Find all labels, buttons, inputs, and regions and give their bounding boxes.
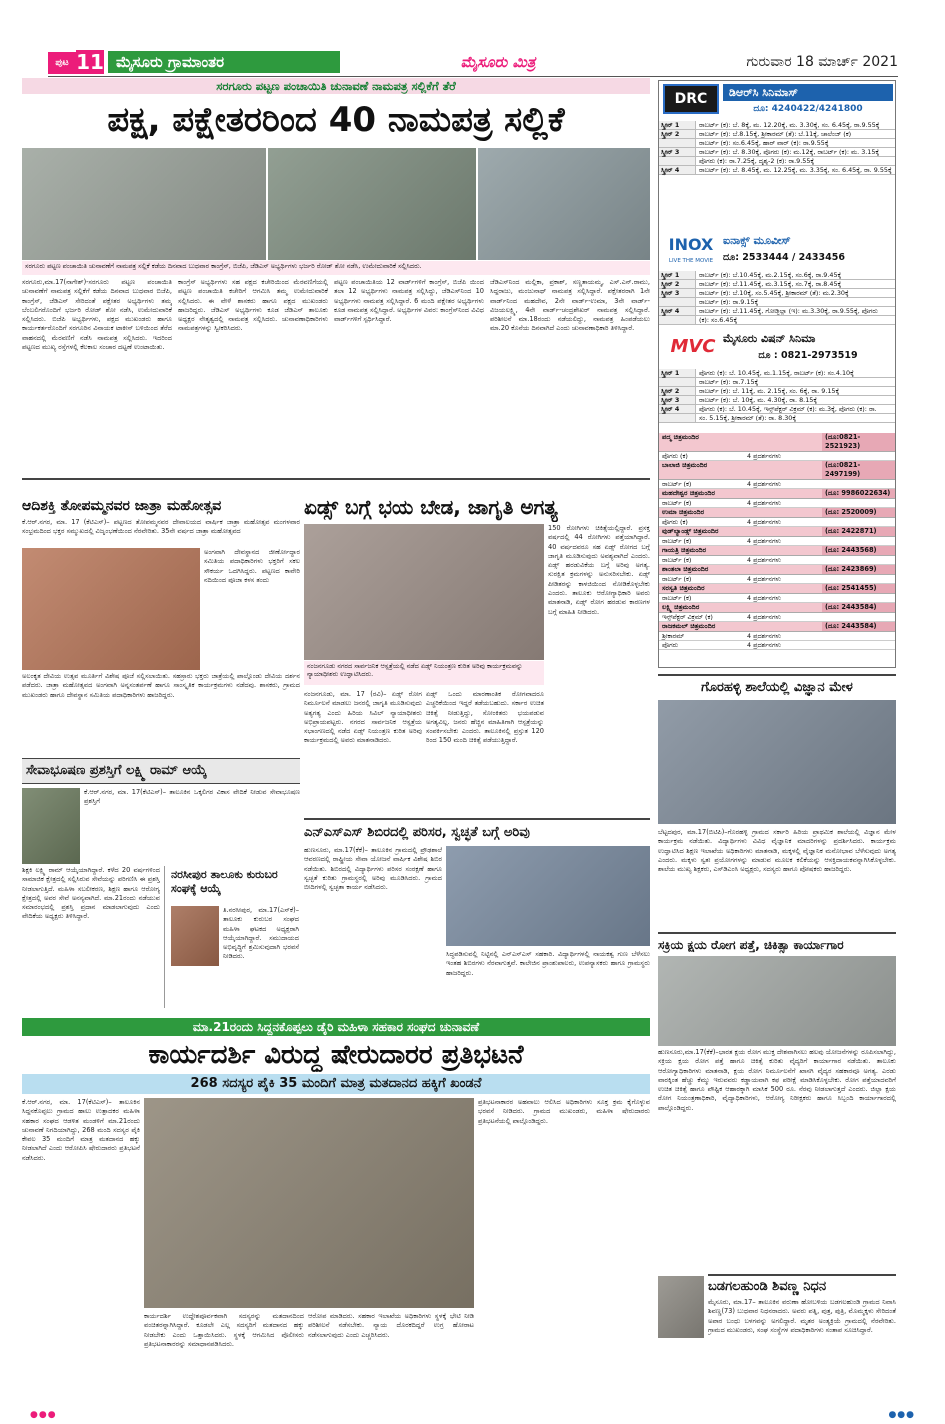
screen-name: ಸ್ಕ್ರೀನ್ 3	[659, 396, 696, 404]
theatre-header	[659, 584, 895, 594]
theatre-movie-row	[659, 452, 895, 461]
screen-name: ಸ್ಕ್ರೀನ್ 3	[659, 289, 696, 297]
science-photo	[658, 700, 896, 824]
nss-col-1: ಹುಣಸೂರು, ಮಾ.17(ಕೆಕೆ)– ತಾಲೂಕಿನ ಗ್ರಾಮದಲ್ಲಿ ಪ್ರೌಢಶಾಲೆ ಆವರಣದಲ್ಲಿ ರಾಷ್ಟ್ರೀಯ ಸೇವಾ ಯೋಜನೆ ವಾರ್ಷಿಕ ವಿಶೇಷ ಶಿಬಿರ ನಡೆಯಿತು. ಶಿಬಿರದಲ್ಲಿ ವಿದ್ಯಾರ್ಥಿಗಳು ಪರಿಸರ ಸಂರಕ್ಷಣೆ ಹಾಗೂ ಸ್ವಚ್ಛತೆ ಕುರಿತು ಗ್ರಾಮಸ್ಥರಲ್ಲಿ ಅರಿವು ಮೂಡಿಸಿದರು. ಗ್ರಾಮದ ಬೀದಿಗಳಲ್ಲಿ ಸ್ವಚ್ಛತಾ ಕಾರ್ಯ ನಡೆಸಿದರು.	[304, 846, 442, 892]
obit-portrait	[658, 1276, 704, 1338]
drc-phone: ದೂ: 4240422/4241800	[753, 104, 863, 114]
movie-shows: 4 ಪ್ರದರ್ಶನಗಳು	[747, 537, 781, 545]
screen-name: ಸ್ಕ್ರೀನ್ 4	[659, 307, 696, 315]
theatre-movie-row	[659, 499, 895, 508]
kuruba-box	[164, 866, 301, 1008]
movie-title: ಪೊಗರು	[662, 641, 679, 649]
section-name: ಮೈಸೂರು ಗ್ರಾಮಾಂತರ	[108, 51, 340, 73]
screen-row	[659, 121, 895, 130]
lead-headline: ಪಕ್ಷ, ಪಕ್ಷೇತರರಿಂದ 40 ನಾಮಪತ್ರ ಸಲ್ಲಿಕೆ	[107, 100, 565, 140]
theatre-phone: (ದೂ: 2443584)	[822, 622, 895, 631]
lead-photo-caption: ಸರಗೂರು ಪಟ್ಟಣ ಪಂಚಾಯಿತಿ ಚುನಾವಣೆಗೆ ನಾಮಪತ್ರ ಸಲ್ಲಿಕೆ ಕಡೆಯ ದಿನವಾದ ಬುಧವಾರ ಕಾಂಗ್ರೆಸ್, ಬಿಜೆಪಿ, ಜೆಡಿಎಸ್ ಅಭ್ಯರ್ಥಿಗಳು ಭರ್ಜರಿ ರೋಡ್ ಶೋ ನಡೆಸಿ, ಉಮೇದುವಾರಿಕೆ ಸಲ್ಲಿಸಿದರು.	[22, 261, 650, 275]
screen-showtimes: ರಾಬರ್ಟ್ (ಕ): ಬೆ.10.45ಕ್ಕೆ, ಮ.2.15ಕ್ಕೆ, ಸಂ.6ಕ್ಕೆ, ರಾ.9.45ಕ್ಕೆ	[699, 271, 842, 279]
mvc-name: ಮೈಸೂರು ವಿಷನ್ ಸಿನಿಮಾ	[723, 332, 816, 345]
screen-showtimes: ರಾಬರ್ಟ್ (ಕ): ರಾ.9.15ಕ್ಕೆ	[699, 298, 759, 306]
theatre-movie-row	[659, 613, 895, 622]
screen-row	[659, 280, 895, 289]
screen-name	[659, 414, 696, 422]
screen-name: ಸ್ಕ್ರೀನ್ 1	[659, 369, 696, 377]
theatre-header	[659, 508, 895, 518]
aids-col-1: ನಂಜನಗೂಡು, ಮಾ. 17 (ರವಿ)– ಏಡ್ಸ್ ರೋಗ ನಿರ್ಮೂಲನೆ ಮಾಡಲು ಜನರಲ್ಲಿ ಜಾಗೃತಿ ಮೂಡಿಸುವುದು ಅತ್ಯಗತ್ಯ ಎಂದು ಹಿರಿಯ ಸಿವಿಲ್ ನ್ಯಾಯಾಧೀಶರು ಅಭಿಪ್ರಾಯಪಟ್ಟರು. ನಗರದ ಸಾರ್ವಜನಿಕ ಆಸ್ಪತ್ರೆಯ ಸಭಾಂಗಣದಲ್ಲಿ ನಡೆದ ಏಡ್ಸ್ ನಿಯಂತ್ರಣ ಕುರಿತ ಅರಿವು ಕಾರ್ಯಕ್ರಮದಲ್ಲಿ ಅವರು ಮಾತನಾಡಿದರು.	[304, 690, 422, 745]
theatre-name: ಉಮಾ ಚಿತ್ರಮಂದಿರ	[659, 508, 822, 517]
theatre-header	[659, 461, 895, 480]
masthead: ಮೈಸೂರು ಮಿತ್ರ	[460, 53, 536, 71]
screen-showtimes: ರಾಬರ್ಟ್ (ಕ): ಬೆ. 8.30ಕ್ಕೆ, ಪೊಗರು (ಕ): ಮ.12ಕ್ಕೆ, ರಾಬರ್ಟ್ (ಕ): ಮ. 3.15ಕ್ಕೆ	[699, 148, 880, 156]
mvc-header	[659, 327, 895, 367]
screen-name: ಸ್ಕ್ರೀನ್ 3	[659, 148, 696, 156]
screen-row	[659, 148, 895, 157]
screen-showtimes: ಪೊಗರು (ಕ): ಬೆ. 10.45ಕ್ಕೆ, ಇನ್ಸ್‌ಪೆಕ್ಟರ್ ವಿಕ್ರಮ್ (ಕ): ಮ.3ಕ್ಕೆ, ಪೊಗರು (ಕ): ರಾ.	[699, 405, 877, 413]
screen-row	[659, 130, 895, 139]
movie-title: ಇನ್ಸ್‌ಪೆಕ್ಟರ್ ವಿಕ್ರಮ್ (ಕ)	[662, 613, 713, 621]
award-portrait	[22, 788, 80, 864]
obit-body: ಮೈಸೂರು, ಮಾ.17– ತಾಲೂಕಿನ ವರುಣಾ ಹೋಬಳಿಯ ಬಡಗಲಹುಂಡಿ ಗ್ರಾಮದ ನಿವಾಸಿ ಶಿವಣ್ಣ(73) ಬುಧವಾರ ನಿಧನರಾದರು. ಅವರು ಪತ್ನಿ, ಪುತ್ರ, ಪುತ್ರಿ, ಮೊಮ್ಮಕ್ಕಳು ಸೇರಿದಂತೆ ಅಪಾರ ಬಂಧು ಬಳಗವನ್ನು ಅಗಲಿದ್ದಾರೆ. ಮೃತರ ಅಂತ್ಯಕ್ರಿಯೆ ಗ್ರಾಮದಲ್ಲಿ ನೆರವೇರಿತು. ಗ್ರಾಮದ ಮುಖಂಡರು, ಸಂಘ ಸಂಸ್ಥೆಗಳ ಪದಾಧಿಕಾರಿಗಳು ಸಂತಾಪ ಸೂಚಿಸಿದ್ದಾರೆ.	[708, 1298, 896, 1334]
page-header	[48, 48, 898, 76]
theatre-header	[659, 546, 895, 556]
screen-showtimes: ಪೊಗರು (ಕ): ರಾ.7.25ಕ್ಕೆ, ದೃಶ್ಯ-2 (ಕ): ರಾ.9.55ಕ್ಕೆ	[699, 157, 815, 165]
movie-shows: 4 ಪ್ರದರ್ಶನಗಳು	[747, 556, 781, 564]
nss-photo	[446, 846, 650, 946]
screen-row	[659, 157, 895, 166]
screen-showtimes: ಪೊಗರು (ಕ): ಬೆ. 10.45ಕ್ಕೆ, ಮ.1.15ಕ್ಕೆ, ರಾಬರ್ಟ್ (ಕ): ಸಂ.4.10ಕ್ಕೆ	[699, 369, 854, 377]
screen-name	[659, 139, 696, 147]
theatre-movie-row	[659, 641, 895, 650]
theatre-phone: (ದೂ:0821-2521923)	[822, 433, 895, 451]
theatre-movie-row	[659, 556, 895, 565]
screen-row	[659, 387, 895, 396]
theatre-phone: (ದೂ:0821-2497199)	[822, 461, 895, 479]
movie-shows: 4 ಪ್ರದರ್ಶನಗಳು	[747, 575, 781, 583]
award-headline-bar	[22, 758, 300, 784]
theatre-movie-row	[659, 537, 895, 546]
lead-col-3: ಪಟ್ಟಣ ಪಂಚಾಯಿತಿಯ 12 ವಾರ್ಡ್‌ಗಳಿಗೆ ಕಾಂಗ್ರೆಸ್, ಬಿಜೆಪಿ ಯಿಂದ ತಲಾ 12 ಅಭ್ಯರ್ಥಿಗಳು ನಾಮಪತ್ರ ಸಲ್ಲಿಸಿದ್ದು, ಜೆಡಿಎಸ್‌ನಿಂದ 10 ಅಭ್ಯರ್ಥಿಗಳು ನಾಮಪತ್ರ ಸಲ್ಲಿಸಿದ್ದಾರೆ. 6 ಮಂದಿ ಪಕ್ಷೇತರ ಅಭ್ಯರ್ಥಿಗಳು ಕೂಡ ನಾಮಪತ್ರ ಸಲ್ಲಿಸಿದ್ದಾರೆ. ಅಭ್ಯರ್ಥಿಗಳ ವಿವರ: ಕಾಂಗ್ರೆಸ್‌ನಿಂದ ವಿವಿಧ ವಾರ್ಡ್‌ಗಳಿಗೆ ಸ್ಪರ್ಧಿಸಿದ್ದಾರೆ.	[334, 278, 484, 324]
theatre-name: ಪದ್ಮ ಚಿತ್ರಮಂದಿರ	[659, 433, 822, 451]
drc-logo: DRC	[663, 84, 719, 114]
movie-shows: 4 ಪ್ರದರ್ಶನಗಳು	[747, 518, 781, 526]
inox-tagline: LIVE THE MOVIE	[668, 258, 714, 264]
tb-headline: ಸಕ್ರಿಯ ಕ್ಷಯ ರೋಗ ಪತ್ತೆ, ಚಿಕಿತ್ಸಾ ಕಾರ್ಯಾಗಾರ	[658, 932, 896, 956]
screen-name	[659, 316, 696, 324]
movie-shows: 4 ಪ್ರದರ್ಶನಗಳು	[747, 499, 781, 507]
movie-shows: 4 ಪ್ರದರ್ಶನಗಳು	[747, 613, 781, 621]
screen-name: ಸ್ಕ್ರೀನ್ 1	[659, 271, 696, 279]
dairy-col-2: ಕಾರ್ಯದರ್ಶಿ ಉದ್ದೇಶಪೂರ್ವಕವಾಗಿ ಸದಸ್ಯರನ್ನು ಮತದಾನದಿಂದ ವಂಚಿತರನ್ನಾಗಿಸಿದ್ದಾರೆ. ಕೂಡಲೇ ಎಲ್ಲ ಸದಸ್ಯರಿಗೆ ಮತದಾನದ ಹಕ್ಕು ನೀಡಬೇಕು ಎಂದು ಒತ್ತಾಯಿಸಿದರು. ಸ್ಥಳಕ್ಕೆ ಆಗಮಿಸಿದ ಪೊಲೀಸರು ಪ್ರತಿಭಟನಾಕಾರರನ್ನು ಸಮಾಧಾನಪಡಿಸಿದರು.	[144, 1312, 304, 1348]
screen-row	[659, 166, 895, 175]
theatre-phone: (ದೂ: 2423869)	[822, 565, 895, 574]
lead-col-4: ಜೆಡಿಎಸ್‌ನಿಂದ ಮಲ್ಲಿಕಾ, ಪ್ರಕಾಶ್, ಸಣ್ಣತಾಯಮ್ಮ, ಎಸ್.ಎನ್.ರಾಮು, ಸಿದ್ದರಾಜು, ಮಂಜುನಾಥ್ ನಾಮಪತ್ರ ಸಲ್ಲಿಸಿದ್ದಾರೆ. ಪಕ್ಷೇತರರಾಗಿ 1ನೇ ವಾರ್ಡ್‌ನಿಂದ ಮಹದೇವ, 2ನೇ ವಾರ್ಡ್-ಉಮಾ, 3ನೇ ವಾರ್ಡ್-ವಿಜಯಲಕ್ಷ್ಮಿ, 4ನೇ ವಾರ್ಡ್-ಚಂದ್ರಶೇಖರ್ ನಾಮಪತ್ರ ಸಲ್ಲಿಸಿದ್ದಾರೆ. ಪರಿಶೀಲನೆ ಮಾ.18ರಂದು ನಡೆಯಲಿದ್ದು, ನಾಮಪತ್ರ ಹಿಂಪಡೆಯಲು ಮಾ.20 ಕೊನೆಯ ದಿನವಾಗಿದೆ ಎಂದು ಚುನಾವಣಾಧಿಕಾರಿ ತಿಳಿಸಿದ್ದಾರೆ.	[490, 278, 650, 333]
theatre-movie-row	[659, 518, 895, 527]
screen-row	[659, 139, 895, 148]
aids-photo	[304, 524, 544, 660]
theatre-header	[659, 622, 895, 632]
theatre-header	[659, 527, 895, 537]
screen-name: ಸ್ಕ್ರೀನ್ 4	[659, 166, 696, 174]
screen-showtimes: ರಾಬರ್ಟ್ (ಕ): ಬೆ. 10ಕ್ಕೆ, ಮ. 4.30ಕ್ಕೆ, ರಾ. 8.15ಕ್ಕೆ	[699, 396, 818, 404]
kuruba-body: ತಿ.ನರಸೀಪುರ, ಮಾ.17(ಎಸ್‌ಕೆ)– ತಾಲೂಕು ಕುರುಬರ ಸಂಘದ ಮಹಿಳಾ ಘಟಕದ ಅಧ್ಯಕ್ಷರಾಗಿ ಆಯ್ಕೆಯಾಗಿದ್ದಾರೆ. ಸಮುದಾಯದ ಅಭಿವೃದ್ಧಿಗೆ ಶ್ರಮಿಸುವುದಾಗಿ ಭರವಸೆ ನೀಡಿದರು.	[223, 906, 299, 961]
movie-title: ಪೊಗರು (ಕ)	[662, 518, 688, 526]
drc-listings	[659, 121, 895, 175]
dairy-col-1: ಕೆ.ಆರ್.ನಗರ, ಮಾ. 17(ಕೆಟಿಎಸ್)– ತಾಲೂಕಿನ ಸಿದ್ದನಕೊಪ್ಪಲು ಗ್ರಾಮದ ಹಾಲು ಉತ್ಪಾದಕರ ಮಹಿಳಾ ಸಹಕಾರ ಸಂಘದ ಆಡಳಿತ ಮಂಡಳಿಗೆ ಮಾ.21ರಂದು ಚುನಾವಣೆ ನಿಗದಿಯಾಗಿದ್ದು, 268 ಮಂದಿ ಸದಸ್ಯರ ಪೈಕಿ ಕೇವಲ 35 ಮಂದಿಗೆ ಮಾತ್ರ ಮತದಾನದ ಹಕ್ಕು ನೀಡಲಾಗಿದೆ ಎಂದು ಆರೋಪಿಸಿ ಷೇರುದಾರರು ಪ್ರತಿಭಟನೆ ನಡೆಸಿದರು.	[22, 1098, 140, 1162]
lead-photo-3	[478, 148, 650, 260]
screen-showtimes: ರಾಬರ್ಟ್ (ಕ): ಬೆ.11.45ಕ್ಕೆ, ಗೋಡ್ಜಿಲ್ಲಾ (ಇ): ಮ.3.30ಕ್ಕೆ, ರಾ.9.55ಕ್ಕೆ, ಪೊಗರು	[699, 307, 878, 315]
theatre-name: ವುಡ್‌ಲ್ಯಾಂಡ್ಸ್ ಚಿತ್ರಮಂದಿರ	[659, 527, 822, 536]
theatre-phone: (ದೂ: 2541455)	[822, 584, 895, 593]
movie-title: ರಾಬರ್ಟ್ (ಕ)	[662, 594, 692, 602]
lead-photo-2	[268, 148, 476, 260]
movie-title: ರಾಬರ್ಟ್ (ಕ)	[662, 556, 692, 564]
lead-bottom-rule	[22, 478, 650, 480]
aids-col-2: ಏಡ್ಸ್ ಒಂದು ಮಾರಣಾಂತಿಕ ರೋಗವಾದರೂ ಎಚ್ಚರಿಕೆಯಿಂದ ಇದ್ದರೆ ತಡೆಯಬಹುದು. ಸರ್ಕಾರ ಉಚಿತ ಚಿಕಿತ್ಸೆ ನೀಡುತ್ತಿದ್ದು, ಸೋಂಕಿತರು ಭಯಪಡುವ ಅಗತ್ಯವಿಲ್ಲ. ಜನರು ಹೆಚ್ಚಿನ ಮಾಹಿತಿಗಾಗಿ ಆಸ್ಪತ್ರೆಯನ್ನು ಸಂಪರ್ಕಿಸಬೇಕು ಎಂದರು. ತಾಲೂಕಿನಲ್ಲಿ ಪ್ರಸ್ತುತ 120 ರಿಂದ 150 ಮಂದಿ ಚಿಕಿತ್ಸೆ ಪಡೆಯುತ್ತಿದ್ದಾರೆ.	[426, 690, 544, 745]
award-intro: ಕೆ.ಆರ್.ನಗರ, ಮಾ. 17(ಕೆಟಿಎಸ್)– ತಾಲೂಕಿನ ಒಕ್ಕಲಿಗರ ವಿಕಾಸ ವೇದಿಕೆ ನೀಡುವ ಸೇವಾಭೂಷಣ ಪ್ರಶಸ್ತಿಗೆ	[84, 788, 300, 806]
theatre-phone: (ದೂ: 9986022634)	[822, 489, 895, 498]
screen-row	[659, 396, 895, 405]
mvc-phone: ದೂ : 0821-2973519	[758, 350, 858, 361]
theatre-phone: (ದೂ: 2443584)	[822, 603, 895, 612]
movie-shows: 4 ಪ್ರದರ್ಶನಗಳು	[747, 632, 781, 640]
lead-kicker: ಸರಗೂರು ಪಟ್ಟಣ ಪಂಚಾಯಿತಿ ಚುನಾವಣೆ ನಾಮಪತ್ರ ಸಲ್ಲಿಕೆಗೆ ತೆರೆ	[22, 78, 650, 94]
movie-title: ಪೊಗರು (ಕ)	[662, 452, 688, 460]
movie-title: ರಾಬರ್ಟ್ (ಕ)	[662, 575, 692, 583]
mvc-listings	[659, 369, 895, 423]
temple-body-3: ಅಲಂಕೃತ ದೇವಿಯ ಉತ್ಸವ ಮೂರ್ತಿಗೆ ವಿಶೇಷ ಪೂಜೆ ಸಲ್ಲಿಸಲಾಯಿತು. ಸಹಸ್ರಾರು ಭಕ್ತರು ಜಾತ್ರೆಯಲ್ಲಿ ಪಾಲ್ಗೊಂಡು ದೇವಿಯ ದರ್ಶನ ಪಡೆದರು. ಜಾತ್ರಾ ಮಹೋತ್ಸವದ ಅಂಗವಾಗಿ ಅನ್ನಸಂತರ್ಪಣೆ ಹಾಗೂ ಸಾಂಸ್ಕೃತಿಕ ಕಾರ್ಯಕ್ರಮಗಳು ನಡೆದವು. ಶಾಸಕರು, ಗ್ರಾಮದ ಮುಖಂಡರು ಹಾಗೂ ದೇವಸ್ಥಾನ ಸಮಿತಿಯ ಪದಾಧಿಕಾರಿಗಳು ಹಾಜರಿದ್ದರು.	[22, 672, 300, 699]
screen-showtimes: ರಾಬರ್ಟ್ (ಕ): ಬೆ.8.15ಕ್ಕೆ, ಶ್ರೀಕಾರಮ್ (ತೆ): ಬೆ.11ಕ್ಕೆ, ಚಾಲೆಂಜ್ (ಕ)	[699, 130, 852, 138]
inox-name: ಐನಾಕ್ಸ್ ಮೂವೀಸ್	[723, 234, 791, 247]
inox-logo: INOX	[668, 235, 714, 254]
theatre-name: ಶಾಂತಲಾ ಚಿತ್ರಮಂದಿರ	[659, 565, 822, 574]
theatre-header	[659, 603, 895, 613]
page-label: ಪುಟ	[48, 52, 76, 74]
mvc-logo: MVC	[670, 336, 716, 357]
lead-col-1: ಸರಗೂರು,ಮಾ.17(ನಾಗೇಶ್)-ಸರಗೂರು ಪಟ್ಟಣ ಪಂಚಾಯಿತಿ ಚುನಾವಣೆಗೆ ನಾಮಪತ್ರ ಸಲ್ಲಿಕೆಗೆ ಕಡೆಯ ದಿನವಾದ ಬುಧವಾರ ಬಿಜೆಪಿ, ಕಾಂಗ್ರೆಸ್, ಜೆಡಿಎಸ್ ಸೇರಿದಂತೆ ಪಕ್ಷೇತರ ಅಭ್ಯರ್ಥಿಗಳು ತಮ್ಮ ಬೆಂಬಲಿಗರೊಂದಿಗೆ ಭರ್ಜರಿ ರೋಡ್ ಶೋ ನಡೆಸಿ, ಉಮೇದುವಾರಿಕೆ ಸಲ್ಲಿಸಿದರು. ಬಿಜೆಪಿ ಅಭ್ಯರ್ಥಿಗಳು, ಪಕ್ಷದ ಮುಖಂಡರು ಹಾಗೂ ಕಾರ್ಯಕರ್ತರೊಂದಿಗೆ ಸರಗೂರಿನ ವಿನಾಯಕ ಟಾಕೀಸ್ ಬಳಿಯಿಂದ ತೆರೆದ ವಾಹನದಲ್ಲಿ ಮೆರವಣಿಗೆ ನಡೆಸಿ ನಾಮಪತ್ರ ಸಲ್ಲಿಸಿದರು. ಇದರಿಂದ ಪಟ್ಟಣದ ಮುಖ್ಯ ರಸ್ತೆಗಳಲ್ಲಿ ಕೆಲಕಾಲ ಸಂಚಾರ ದಟ್ಟಣೆ ಉಂಟಾಯಿತು.	[22, 278, 172, 352]
aids-photo-caption: ನಂಜನಗೂಡು ನಗರದ ಸಾರ್ವಜನಿಕ ಆಸ್ಪತ್ರೆಯಲ್ಲಿ ನಡೆದ ಏಡ್ಸ್ ನಿಯಂತ್ರಣ ಕುರಿತ ಅರಿವು ಕಾರ್ಯಕ್ರಮವನ್ನು ನ್ಯಾಯಾಧೀಶರು ಉದ್ಘಾಟಿಸಿದರು.	[304, 661, 544, 685]
screen-showtimes: ರಾಬರ್ಟ್ (ಕ): ಬೆ.11.45ಕ್ಕೆ, ಮ.3.15ಕ್ಕೆ, ಸಂ.7ಕ್ಕೆ, ರಾ.8.45ಕ್ಕೆ	[699, 280, 842, 288]
tb-photo	[658, 956, 896, 1046]
screen-showtimes: ರಾಬರ್ಟ್ (ಕ): ರಾ.7.15ಕ್ಕೆ	[699, 378, 759, 386]
theatre-phone: (ದೂ: 2422871)	[822, 527, 895, 536]
award-body: ಶಿಕ್ಷಕಿ ಲಕ್ಷ್ಮಿ ರಾಮ್ ಆಯ್ಕೆಯಾಗಿದ್ದಾರೆ. ಕಳೆದ 20 ವರ್ಷಗಳಿಂದ ಸಾಮಾಜಿಕ ಕ್ಷೇತ್ರದಲ್ಲಿ ಸಲ್ಲಿಸಿರುವ ಸೇವೆಯನ್ನು ಪರಿಗಣಿಸಿ ಈ ಪ್ರಶಸ್ತಿ ನೀಡಲಾಗುತ್ತಿದೆ. ಮಹಿಳಾ ಸಬಲೀಕರಣ, ಶಿಕ್ಷಣ ಹಾಗೂ ಆರೋಗ್ಯ ಕ್ಷೇತ್ರದಲ್ಲಿ ಅವರ ಸೇವೆ ಅನನ್ಯವಾಗಿದೆ. ಮಾ.21ರಂದು ನಡೆಯುವ ಸಮಾರಂಭದಲ್ಲಿ ಪ್ರಶಸ್ತಿ ಪ್ರದಾನ ಮಾಡಲಾಗುವುದು ಎಂದು ವೇದಿಕೆಯ ಅಧ್ಯಕ್ಷರು ತಿಳಿಸಿದ್ದಾರೆ.	[22, 866, 160, 921]
aids-side-col: 150 ರೋಗಿಗಳು ಚಿಕಿತ್ಸೆಯಲ್ಲಿದ್ದಾರೆ. ಪ್ರಸಕ್ತ ವರ್ಷದಲ್ಲಿ 44 ರೋಗಿಗಳು ಪತ್ತೆಯಾಗಿದ್ದಾರೆ. 40 ವರ್ಷದವರೂ ಸಹ ಏಡ್ಸ್ ರೋಗದ ಬಗ್ಗೆ ಜಾಗೃತಿ ಮೂಡಿಸುವುದು ಅವಶ್ಯವಾಗಿದೆ ಎಂದರು. ಏಡ್ಸ್ ಹರಡುವಿಕೆಯ ಬಗ್ಗೆ ಅರಿವು ಅಗತ್ಯ. ಸುರಕ್ಷಿತ ಕ್ರಮಗಳನ್ನು ಅನುಸರಿಸಬೇಕು. ಏಡ್ಸ್ ಪೀಡಿತರನ್ನು ಕಾಳಜಿಯಿಂದ ನೋಡಿಕೊಳ್ಳಬೇಕು ಎಂದರು. ತಾಲೂಕು ಆರೋಗ್ಯಾಧಿಕಾರಿ ಅವರು ಮಾತನಾಡಿ, ಏಡ್ಸ್ ರೋಗ ಹರಡುವ ಕಾರಣಗಳ ಬಗ್ಗೆ ಮಾಹಿತಿ ನೀಡಿದರು.	[548, 524, 650, 616]
temple-photo	[22, 548, 200, 670]
screen-name	[659, 157, 696, 165]
screen-name: ಸ್ಕ್ರೀನ್ 2	[659, 130, 696, 138]
theatre-name: ಮಹದೇಶ್ವರ ಚಿತ್ರಮಂದಿರ	[659, 489, 822, 498]
screen-row	[659, 414, 895, 423]
theatre-listings	[659, 433, 895, 650]
movie-title: ರಾಬರ್ಟ್ (ಕ)	[662, 480, 692, 488]
lead-col-2: ಕಾಂಗ್ರೆಸ್ ಅಭ್ಯರ್ಥಿಗಳು ಸಹ ಪಕ್ಷದ ಕಚೇರಿಯಿಂದ ಮೆರವಣಿಗೆಯಲ್ಲಿ ಪಟ್ಟಣ ಪಂಚಾಯಿತಿ ಕಚೇರಿಗೆ ಆಗಮಿಸಿ ತಮ್ಮ ಉಮೇದುವಾರಿಕೆ ಸಲ್ಲಿಸಿದರು. ಈ ವೇಳೆ ಶಾಸಕರು ಹಾಗೂ ಪಕ್ಷದ ಮುಖಂಡರು ಹಾಜರಿದ್ದರು. ಜೆಡಿಎಸ್ ಅಭ್ಯರ್ಥಿಗಳು ಕೂಡ ಜೆಡಿಎಸ್ ತಾಲೂಕು ಅಧ್ಯಕ್ಷರ ನೇತೃತ್ವದಲ್ಲಿ ನಾಮಪತ್ರ ಸಲ್ಲಿಸಿದರು. ಚುನಾವಣಾಧಿಕಾರಿಗಳು ನಾಮಪತ್ರಗಳನ್ನು ಸ್ವೀಕರಿಸಿದರು.	[178, 278, 328, 333]
screen-showtimes: ರಾಬರ್ಟ್ (ಕ): ಸಂ.6.45ಕ್ಕೆ, ಹಾರ್ ವಾರ್ (ಕ): ರಾ.9.55ಕ್ಕೆ	[699, 139, 829, 147]
inox-header	[659, 229, 895, 269]
screen-showtimes: ರಾಬರ್ಟ್ (ಕ): ಬೆ. 8ಕ್ಕೆ, ಮ. 12.20ಕ್ಕೆ, ಮ. 3.30ಕ್ಕೆ, ಸಂ. 6.45ಕ್ಕೆ, ರಾ.9.55ಕ್ಕೆ	[699, 121, 880, 129]
inox-listings	[659, 271, 895, 325]
print-registration-right: ●●●	[888, 1410, 915, 1420]
drc-header	[659, 81, 895, 119]
kuruba-headline: ನರಸೀಪುರ ತಾಲೂಕು ಕುರುಬರ ಸಂಘಕ್ಕೆ ಆಯ್ಕೆ	[171, 868, 278, 895]
theatre-header	[659, 565, 895, 575]
page-number: 11	[76, 50, 104, 74]
tb-body: ಹುಣಸೂರು,ಮಾ.17(ಕೆಕೆ)–ಭಾರತ ಕ್ಷಯ ರೋಗ ಮುಕ್ತ ದೇಶವಾಗಿಸಲು ಹಲವು ಯೋಜನೆಗಳನ್ನು ರೂಪಿಸಲಾಗಿದ್ದು, ಸಕ್ರಿಯ ಕ್ಷಯ ರೋಗ ಪತ್ತೆ ಹಾಗೂ ಚಿಕಿತ್ಸೆ ಕುರಿತು ವೈದ್ಯರಿಗೆ ಕಾರ್ಯಾಗಾರ ನಡೆಯಿತು. ತಾಲೂಕು ಆರೋಗ್ಯಾಧಿಕಾರಿಗಳು ಮಾತನಾಡಿ, ಕ್ಷಯ ರೋಗ ನಿರ್ಮೂಲನೆಗೆ ಖಾಸಗಿ ವೈದ್ಯರ ಸಹಕಾರವೂ ಅಗತ್ಯ. ಎರಡು ವಾರಕ್ಕಿಂತ ಹೆಚ್ಚು ಕೆಮ್ಮು ಇರುವವರು ಕಡ್ಡಾಯವಾಗಿ ಕಫ ಪರೀಕ್ಷೆ ಮಾಡಿಸಿಕೊಳ್ಳಬೇಕು. ರೋಗ ಪತ್ತೆಯಾದವರಿಗೆ ಉಚಿತ ಚಿಕಿತ್ಸೆ ಹಾಗೂ ಪೌಷ್ಟಿಕ ಆಹಾರಕ್ಕಾಗಿ ಮಾಸಿಕ 500 ರೂ. ನೆರವು ನೀಡಲಾಗುತ್ತದೆ ಎಂದರು. ಜಿಲ್ಲಾ ಕ್ಷಯ ರೋಗ ನಿಯಂತ್ರಣಾಧಿಕಾರಿ, ವೈದ್ಯಾಧಿಕಾರಿಗಳು, ಆರೋಗ್ಯ ನಿರೀಕ್ಷಕರು ಹಾಗೂ ಸಿಬ್ಬಂದಿ ಕಾರ್ಯಾಗಾರದಲ್ಲಿ ಪಾಲ್ಗೊಂಡಿದ್ದರು.	[658, 1048, 896, 1112]
dairy-headline: ಕಾರ್ಯದರ್ಶಿ ವಿರುದ್ಧ ಷೇರುದಾರರ ಪ್ರತಿಭಟನೆ	[148, 1040, 524, 1070]
aids-headline: ಏಡ್ಸ್ ಬಗ್ಗೆ ಭಯ ಬೇಡ, ಜಾಗೃತಿ ಅಗತ್ಯ	[304, 495, 558, 519]
movie-shows: 4 ಪ್ರದರ್ಶನಗಳು	[747, 452, 781, 460]
dairy-photo	[144, 1098, 474, 1308]
science-body: ಬೆಟ್ಟದಪುರ, ಮಾ.17(ಬಿಟಿಪಿ)–ಗೊರಹಳ್ಳಿ ಗ್ರಾಮದ ಸರ್ಕಾರಿ ಹಿರಿಯ ಪ್ರಾಥಮಿಕ ಶಾಲೆಯಲ್ಲಿ ವಿಜ್ಞಾನ ಮೇಳ ಕಾರ್ಯಕ್ರಮ ನಡೆಯಿತು. ವಿದ್ಯಾರ್ಥಿಗಳು ವಿವಿಧ ವೈಜ್ಞಾನಿಕ ಮಾದರಿಗಳನ್ನು ಪ್ರದರ್ಶಿಸಿದರು. ಕಾರ್ಯಕ್ರಮ ಉದ್ಘಾಟಿಸಿದ ಶಿಕ್ಷಣ ಇಲಾಖೆಯ ಅಧಿಕಾರಿಗಳು ಮಾತನಾಡಿ, ಮಕ್ಕಳಲ್ಲಿ ವೈಜ್ಞಾನಿಕ ಮನೋಭಾವ ಬೆಳೆಸುವುದು ಅಗತ್ಯ ಎಂದರು. ಮಕ್ಕಳು ಸ್ವತಃ ಪ್ರಯೋಗಗಳನ್ನು ಮಾಡುವ ಮೂಲಕ ಕಲಿಕೆಯನ್ನು ಆಸಕ್ತಿದಾಯಕವನ್ನಾಗಿಸಿಕೊಳ್ಳಬೇಕು. ಶಾಲೆಯ ಮುಖ್ಯ ಶಿಕ್ಷಕರು, ಎಸ್‌ಡಿಎಂಸಿ ಅಧ್ಯಕ್ಷರು, ಸದಸ್ಯರು ಹಾಗೂ ಪೋಷಕರು ಹಾಜರಿದ್ದರು.	[658, 828, 896, 874]
screen-showtimes: ಸಂ. 5.15ಕ್ಕೆ, ಶ್ರೀಕಾರಮ್ (ತೆ): ರಾ. 8.30ಕ್ಕೆ	[699, 414, 797, 422]
screen-showtimes: ರಾಬರ್ಟ್ (ಕ): ಬೆ.10ಕ್ಕೆ, ಸಂ.5.45ಕ್ಕೆ, ಶ್ರೀಕಾರಮ್ (ತೆ): ಮ.2.30ಕ್ಕೆ	[699, 289, 849, 297]
screen-showtimes: ರಾಬರ್ಟ್ (ಕ): ಬೆ. 11ಕ್ಕೆ, ಮ. 2.15ಕ್ಕೆ, ಸಂ. 6ಕ್ಕೆ, ರಾ. 9.15ಕ್ಕೆ	[699, 387, 840, 395]
theatre-movie-row	[659, 632, 895, 641]
theatre-name: ಬಾಲಾಜಿ ಚಿತ್ರಮಂದಿರ	[659, 461, 822, 479]
movie-title: ಶ್ರೀಕಾರಮ್	[662, 632, 685, 640]
screen-row	[659, 378, 895, 387]
screen-row	[659, 271, 895, 280]
inox-phone: ದೂ: 2533444 / 2433456	[723, 252, 845, 263]
drc-name: ಡಿಆರ್‌ಸಿ ಸಿನಿಮಾಸ್	[723, 84, 893, 101]
theatre-name: ಗಾಯತ್ರಿ ಚಿತ್ರಮಂದಿರ	[659, 546, 822, 555]
movie-title: ರಾಬರ್ಟ್ (ಕ)	[662, 537, 692, 545]
screen-row	[659, 307, 895, 316]
screen-name	[659, 378, 696, 386]
dairy-kicker: ಮಾ.21ರಂದು ಸಿದ್ದನಕೊಪ್ಪಲು ಡೈರಿ ಮಹಿಳಾ ಸಹಕಾರ ಸಂಘದ ಚುನಾವಣೆ	[22, 1018, 650, 1036]
page-date: ಗುರುವಾರ 18 ಮಾರ್ಚ್ 2021	[746, 54, 898, 70]
screen-name	[659, 298, 696, 306]
theatre-name: ಸರಸ್ವತಿ ಚಿತ್ರಮಂದಿರ	[659, 584, 822, 593]
movie-shows: 4 ಪ್ರದರ್ಶನಗಳು	[747, 641, 781, 649]
temple-body-1: ಕೆ.ಆರ್.ನಗರ, ಮಾ. 17 (ಕೆಟಿಎಸ್)– ಪಟ್ಟಣದ ತೋಪಮ್ಮನವರ ದೇವಾಲಯದ ವಾರ್ಷಿಕ ಜಾತ್ರಾ ಮಹೋತ್ಸವ ಮಂಗಳವಾರ ಸಂಭ್ರಮದಿಂದ ಭಕ್ತರ ಸಮ್ಮುಖದಲ್ಲಿ ವಿಜೃಂಭಣೆಯಿಂದ ನೆರವೇರಿತು. 35ನೇ ವರ್ಷದ ಜಾತ್ರಾ ಮಹೋತ್ಸವದ	[22, 518, 300, 536]
screen-row	[659, 289, 895, 298]
theatre-header	[659, 489, 895, 499]
screen-name: ಸ್ಕ್ರೀನ್ 4	[659, 405, 696, 413]
screen-row	[659, 316, 895, 325]
kuruba-portrait	[171, 906, 219, 966]
cinema-panel	[658, 80, 896, 668]
theatre-phone: (ದೂ: 2443568)	[822, 546, 895, 555]
movie-title: ರಾಬರ್ಟ್ (ಕ)	[662, 499, 692, 507]
lead-photo-1	[22, 148, 266, 260]
header-rule	[48, 76, 898, 77]
screen-row	[659, 369, 895, 378]
temple-body-2: ಅಂಗವಾಗಿ ದೇವಸ್ಥಾನದ ಜೀರ್ಣೋದ್ಧಾರ ಸಮಿತಿಯ ಪದಾಧಿಕಾರಿಗಳು ಭಕ್ತರಿಗೆ ಸಕಲ ಸೌಕರ್ಯ ಒದಗಿಸಿದ್ದರು. ಪಟ್ಟಣದ ಕಾವೇರಿ ನದಿಯಿಂದ ಪೂಜಾ ಕಳಸ ತಂದು	[204, 548, 300, 584]
nss-col-2: ಸಿದ್ಧಪಡಿಸುವಲ್ಲಿ ನಿಟ್ಟಿನಲ್ಲಿ ಎನ್‌ಎಸ್‌ಎಸ್ ಸಹಕಾರಿ. ವಿದ್ಯಾರ್ಥಿಗಳಲ್ಲಿ ನಾಯಕತ್ವ ಗುಣ ಬೆಳೆಸಲು ಇಂತಹ ಶಿಬಿರಗಳು ನೆರವಾಗುತ್ತವೆ. ಕಾಲೇಜಿನ ಪ್ರಾಂಶುಪಾಲರು, ಉಪನ್ಯಾಸಕರು ಹಾಗೂ ಗ್ರಾಮಸ್ಥರು ಹಾಜರಿದ್ದರು.	[446, 950, 650, 977]
nss-headline: ಎನ್‌ಎಸ್‌ಎಸ್ ಶಿಬಿರದಲ್ಲಿ ಪರಿಸರ, ಸ್ವಚ್ಛತೆ ಬಗ್ಗೆ ಅರಿವು	[304, 818, 650, 846]
movie-shows: 4 ಪ್ರದರ್ಶನಗಳು	[747, 594, 781, 602]
science-headline: ಗೊರಹಳ್ಳಿ ಶಾಲೆಯಲ್ಲಿ ವಿಜ್ಞಾನ ಮೇಳ	[658, 674, 896, 700]
theatre-header	[659, 433, 895, 452]
dairy-col-4: ಪ್ರತಿಭಟನಾಕಾರರ ಅಹವಾಲು ಆಲಿಸಿದ ಅಧಿಕಾರಿಗಳು ಸೂಕ್ತ ಕ್ರಮ ಕೈಗೊಳ್ಳುವ ಭರವಸೆ ನೀಡಿದರು. ಗ್ರಾಮದ ಮುಖಂಡರು, ಮಹಿಳಾ ಷೇರುದಾರರು ಪ್ರತಿಭಟನೆಯಲ್ಲಿ ಪಾಲ್ಗೊಂಡಿದ್ದರು.	[478, 1098, 650, 1125]
dairy-deck: 268 ಸದಸ್ಯರ ಪೈಕಿ 35 ಮಂದಿಗೆ ಮಾತ್ರ ಮತದಾನದ ಹಕ್ಕಿಗೆ ಖಂಡನೆ	[22, 1074, 650, 1094]
theatre-movie-row	[659, 594, 895, 603]
screen-row	[659, 298, 895, 307]
theatre-phone: (ದೂ: 2520009)	[822, 508, 895, 517]
screen-name: ಸ್ಕ್ರೀನ್ 2	[659, 280, 696, 288]
theatre-movie-row	[659, 480, 895, 489]
print-registration-left: ●●●	[30, 1410, 57, 1420]
temple-headline: ಆದಿಶಕ್ತಿ ತೋಪಮ್ಮನವರ ಜಾತ್ರಾ ಮಹೋತ್ಸವ	[22, 498, 222, 514]
screen-showtimes: ರಾಬರ್ಟ್ (ಕ): ಬೆ. 8.45ಕ್ಕೆ, ಮ. 12.25ಕ್ಕೆ, ಮ. 3.35ಕ್ಕೆ, ಸಂ. 6.45ಕ್ಕೆ, ರಾ. 9.55ಕ್ಕೆ	[699, 166, 892, 174]
movie-shows: 4 ಪ್ರದರ್ಶನಗಳು	[747, 480, 781, 488]
obit-headline: ಬಡಗಲಹುಂಡಿ ಶಿವಣ್ಣ ನಿಧನ	[708, 1274, 896, 1298]
theatre-name: ಲಕ್ಷ್ಮಿ ಚಿತ್ರಮಂದಿರ	[659, 603, 822, 612]
theatre-movie-row	[659, 575, 895, 584]
theatre-name: ರಾಜಕಮಲ್ ಚಿತ್ರಮಂದಿರ	[659, 622, 822, 631]
screen-showtimes: (ಕ): ಸಂ.6.45ಕ್ಕೆ	[699, 316, 738, 324]
screen-name: ಸ್ಕ್ರೀನ್ 2	[659, 387, 696, 395]
screen-row	[659, 405, 895, 414]
screen-name: ಸ್ಕ್ರೀನ್ 1	[659, 121, 696, 129]
dairy-col-3: ಆರೋಪ ಮಾಡಿದರು. ಸಹಕಾರ ಇಲಾಖೆಯ ಅಧಿಕಾರಿಗಳು ಸ್ಥಳಕ್ಕೆ ಭೇಟಿ ನೀಡಿ ಪರಿಶೀಲನೆ ನಡೆಸಬೇಕು. ನ್ಯಾಯ ದೊರಕದಿದ್ದರೆ ಉಗ್ರ ಹೋರಾಟ ನಡೆಸಲಾಗುವುದು ಎಂದು ಎಚ್ಚರಿಸಿದರು.	[308, 1312, 474, 1339]
award-headline: ಸೇವಾಭೂಷಣ ಪ್ರಶಸ್ತಿಗೆ ಲಕ್ಷ್ಮಿ ರಾಮ್ ಆಯ್ಕೆ	[26, 763, 207, 778]
